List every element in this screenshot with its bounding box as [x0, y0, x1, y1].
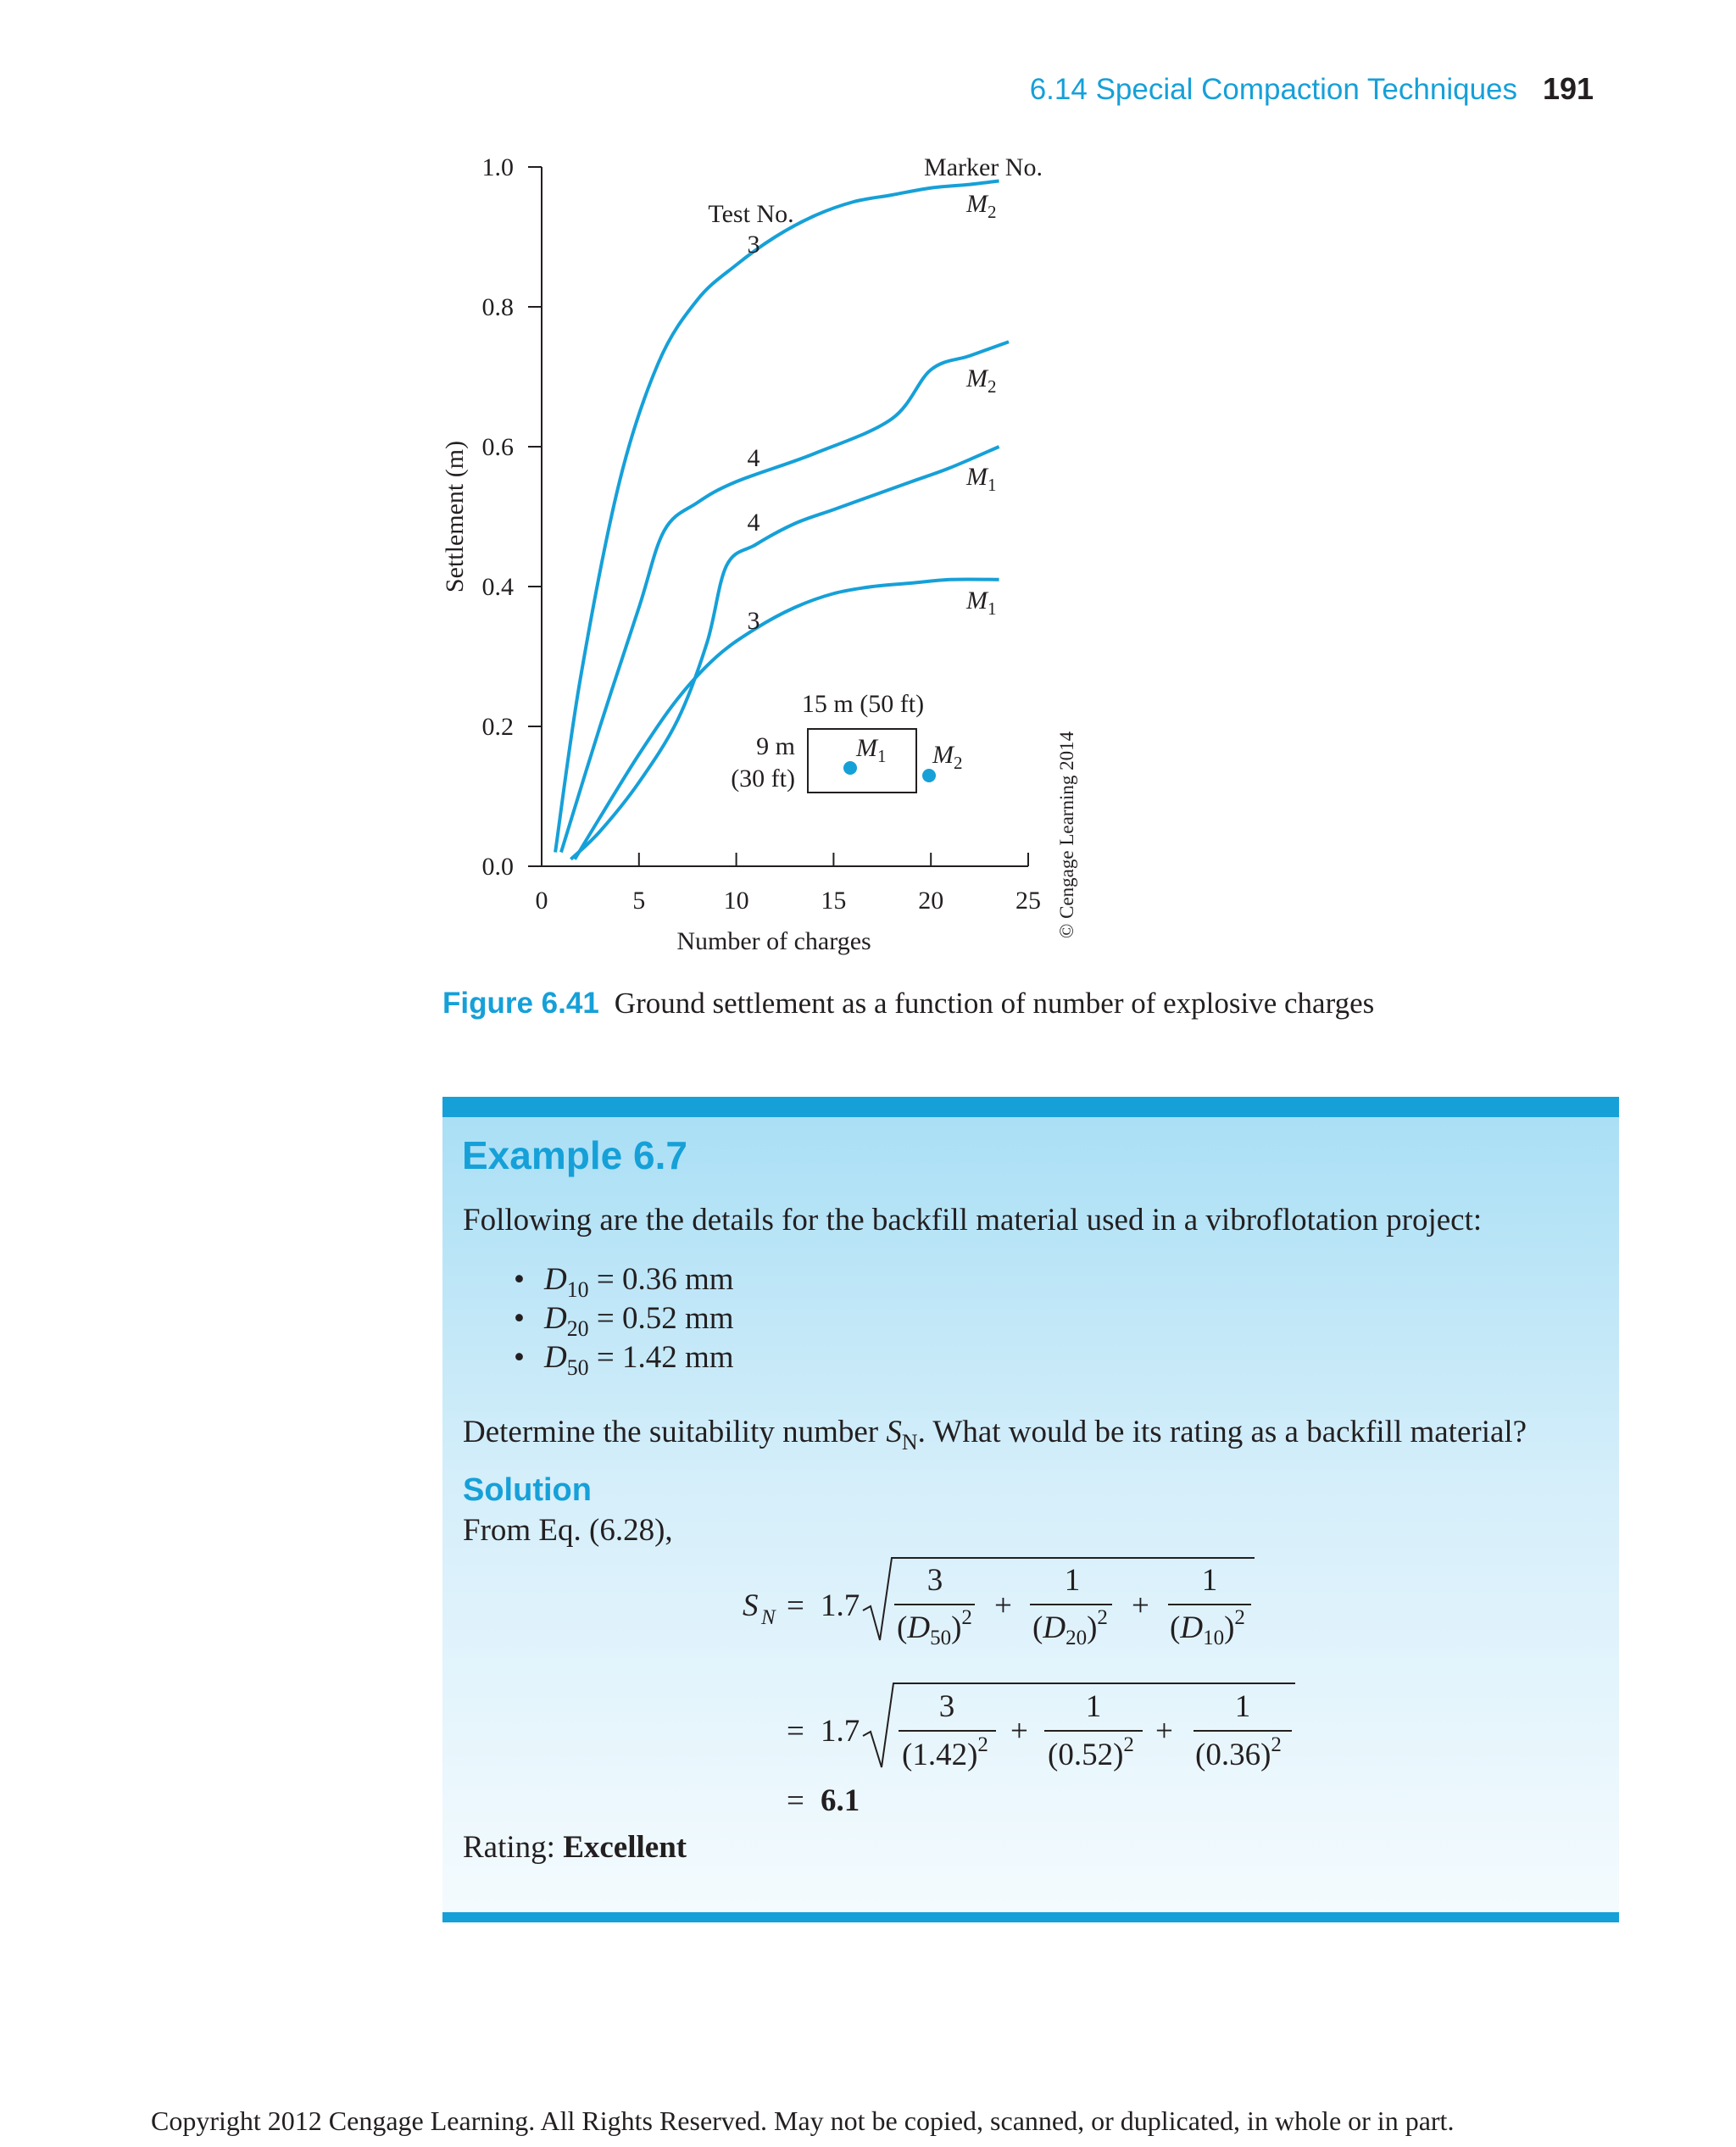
- series-line-test-3-m1: [575, 579, 999, 859]
- eq-coef: 1.7: [821, 1714, 860, 1749]
- eq-num: 1: [1234, 1689, 1251, 1724]
- y-tick-label: 0.8: [481, 293, 514, 321]
- x-tick-label: 25: [1015, 887, 1041, 915]
- settlement-chart: [0, 0, 1736, 966]
- x-tick-label: 10: [723, 887, 749, 915]
- y-tick-label: 0.2: [481, 713, 514, 741]
- running-header-section: 6.14 Special Compaction Techniques: [1029, 73, 1517, 106]
- eq-den: $(1.42)^2$: [902, 1733, 988, 1772]
- x-tick-label: 0: [535, 887, 548, 915]
- eq-result: 6.1: [821, 1783, 860, 1818]
- series-line-test-4-m1: [570, 447, 999, 859]
- chart-axes: [441, 153, 1077, 955]
- inset-height-label: 9 m: [756, 732, 795, 760]
- bullet-sub: 50: [566, 1355, 589, 1381]
- bullet-value: = 0.36 mm: [596, 1262, 734, 1297]
- eq-num: 1: [1085, 1689, 1102, 1724]
- bullet-item: • $D_{20} = 0.52$ mm: [514, 1301, 734, 1342]
- y-tick-label: 0.0: [481, 853, 514, 881]
- inset-width-label: 15 m (50 ft): [801, 690, 925, 718]
- figure-label: Figure 6.41: [442, 987, 599, 1020]
- chart-labels: [708, 153, 1043, 635]
- y-tick-label: 0.6: [481, 433, 514, 461]
- question-text-end: . What would be its rating as a backfill material?: [917, 1415, 1527, 1449]
- eq-num: 3: [938, 1689, 955, 1724]
- eq-den: $(D_{50})^2$: [897, 1606, 972, 1649]
- inset-marker-label: $M_1$: [856, 734, 887, 766]
- bullet-item: • $D_{50} = 1.42$ mm: [514, 1340, 734, 1381]
- eq-lhs-sub: N: [761, 1606, 776, 1629]
- legend-title-marker: Marker No.: [924, 153, 1043, 181]
- eq-coef: 1.7: [821, 1588, 860, 1623]
- eq-num: 3: [926, 1563, 943, 1598]
- figure-caption: [442, 987, 1374, 1021]
- eq-sign: =: [787, 1783, 804, 1818]
- y-tick-label: 0.4: [481, 573, 514, 601]
- marker-label: $M_2$: [966, 190, 997, 222]
- chart-inset: [731, 690, 962, 793]
- bullet-symbol: D: [544, 1301, 567, 1336]
- bullet-value: = 0.52 mm: [596, 1301, 734, 1336]
- eq-plus: +: [1155, 1714, 1173, 1749]
- marker-label: $M_2$: [966, 364, 997, 397]
- legend-title-test: Test No.: [708, 200, 794, 228]
- y-tick-label: 1.0: [481, 153, 514, 181]
- marker-label: $M_1$: [966, 587, 997, 619]
- figure-caption-text: Ground settlement as a function of number of explosive charges: [614, 987, 1375, 1020]
- bullet-symbol: D: [544, 1340, 567, 1375]
- eq-plus: +: [994, 1588, 1012, 1623]
- example-title: Example 6.7: [462, 1133, 687, 1177]
- x-tick-label: 15: [821, 887, 847, 915]
- eq-den: $(0.52)^2$: [1048, 1733, 1134, 1772]
- bullet-sub: 20: [566, 1316, 589, 1342]
- eq-num: 1: [1201, 1563, 1218, 1598]
- example-intro: Following are the details for the backfill material used in a vibroflotation project:: [463, 1203, 1483, 1238]
- question-sub: N: [901, 1430, 918, 1455]
- marker-label: $M_1$: [966, 463, 997, 495]
- copyright-footer: Copyright 2012 Cengage Learning. All Rights Reserved. May not be copied, scanned, or duplicated, in whole or in part.: [151, 2105, 1455, 2136]
- eq-plus: +: [1132, 1588, 1149, 1623]
- solution-heading: Solution: [463, 1472, 592, 1508]
- rating-value: Excellent: [563, 1830, 687, 1865]
- marker-m2-dot: [922, 769, 936, 782]
- example-question: [463, 1414, 1527, 1455]
- question-text: Determine the suitability number: [463, 1415, 887, 1449]
- eq-den: $(D_{20})^2$: [1032, 1606, 1108, 1649]
- rating-label: Rating:: [463, 1830, 564, 1865]
- x-tick-label: 20: [918, 887, 944, 915]
- eq-lhs: S: [743, 1588, 759, 1623]
- y-axis-label: Settlement (m): [441, 440, 469, 593]
- inset-marker-label: $M_2$: [932, 741, 963, 773]
- inset-height-label: (30 ft): [731, 765, 795, 793]
- bullet-symbol: D: [544, 1262, 567, 1297]
- bullet-item: • $D_{10} = 0.36$ mm: [514, 1262, 734, 1303]
- bullet-value: = 1.42 mm: [596, 1340, 734, 1375]
- eq-den: $(D_{10})^2$: [1170, 1606, 1245, 1649]
- copyright-credit: © Cengage Learning 2014: [1056, 731, 1077, 939]
- eq-sign: =: [787, 1588, 804, 1623]
- from-equation: From Eq. (6.28),: [463, 1513, 673, 1548]
- eq-num: 1: [1064, 1563, 1081, 1598]
- x-axis-label: Number of charges: [676, 927, 871, 955]
- test-label: 4: [747, 509, 760, 537]
- rating-line: [463, 1829, 687, 1866]
- test-label: 3: [747, 607, 760, 635]
- eq-den: $(0.36)^2$: [1195, 1733, 1282, 1772]
- marker-m1-dot: [843, 761, 857, 775]
- bullet-sub: 10: [566, 1277, 589, 1303]
- x-tick-label: 5: [632, 887, 646, 915]
- test-label: 4: [747, 444, 760, 472]
- question-symbol: S: [886, 1415, 902, 1449]
- test-label: 3: [747, 231, 760, 259]
- eq-sign: =: [787, 1714, 804, 1749]
- page-number: 191: [1543, 71, 1594, 106]
- eq-plus: +: [1010, 1714, 1028, 1749]
